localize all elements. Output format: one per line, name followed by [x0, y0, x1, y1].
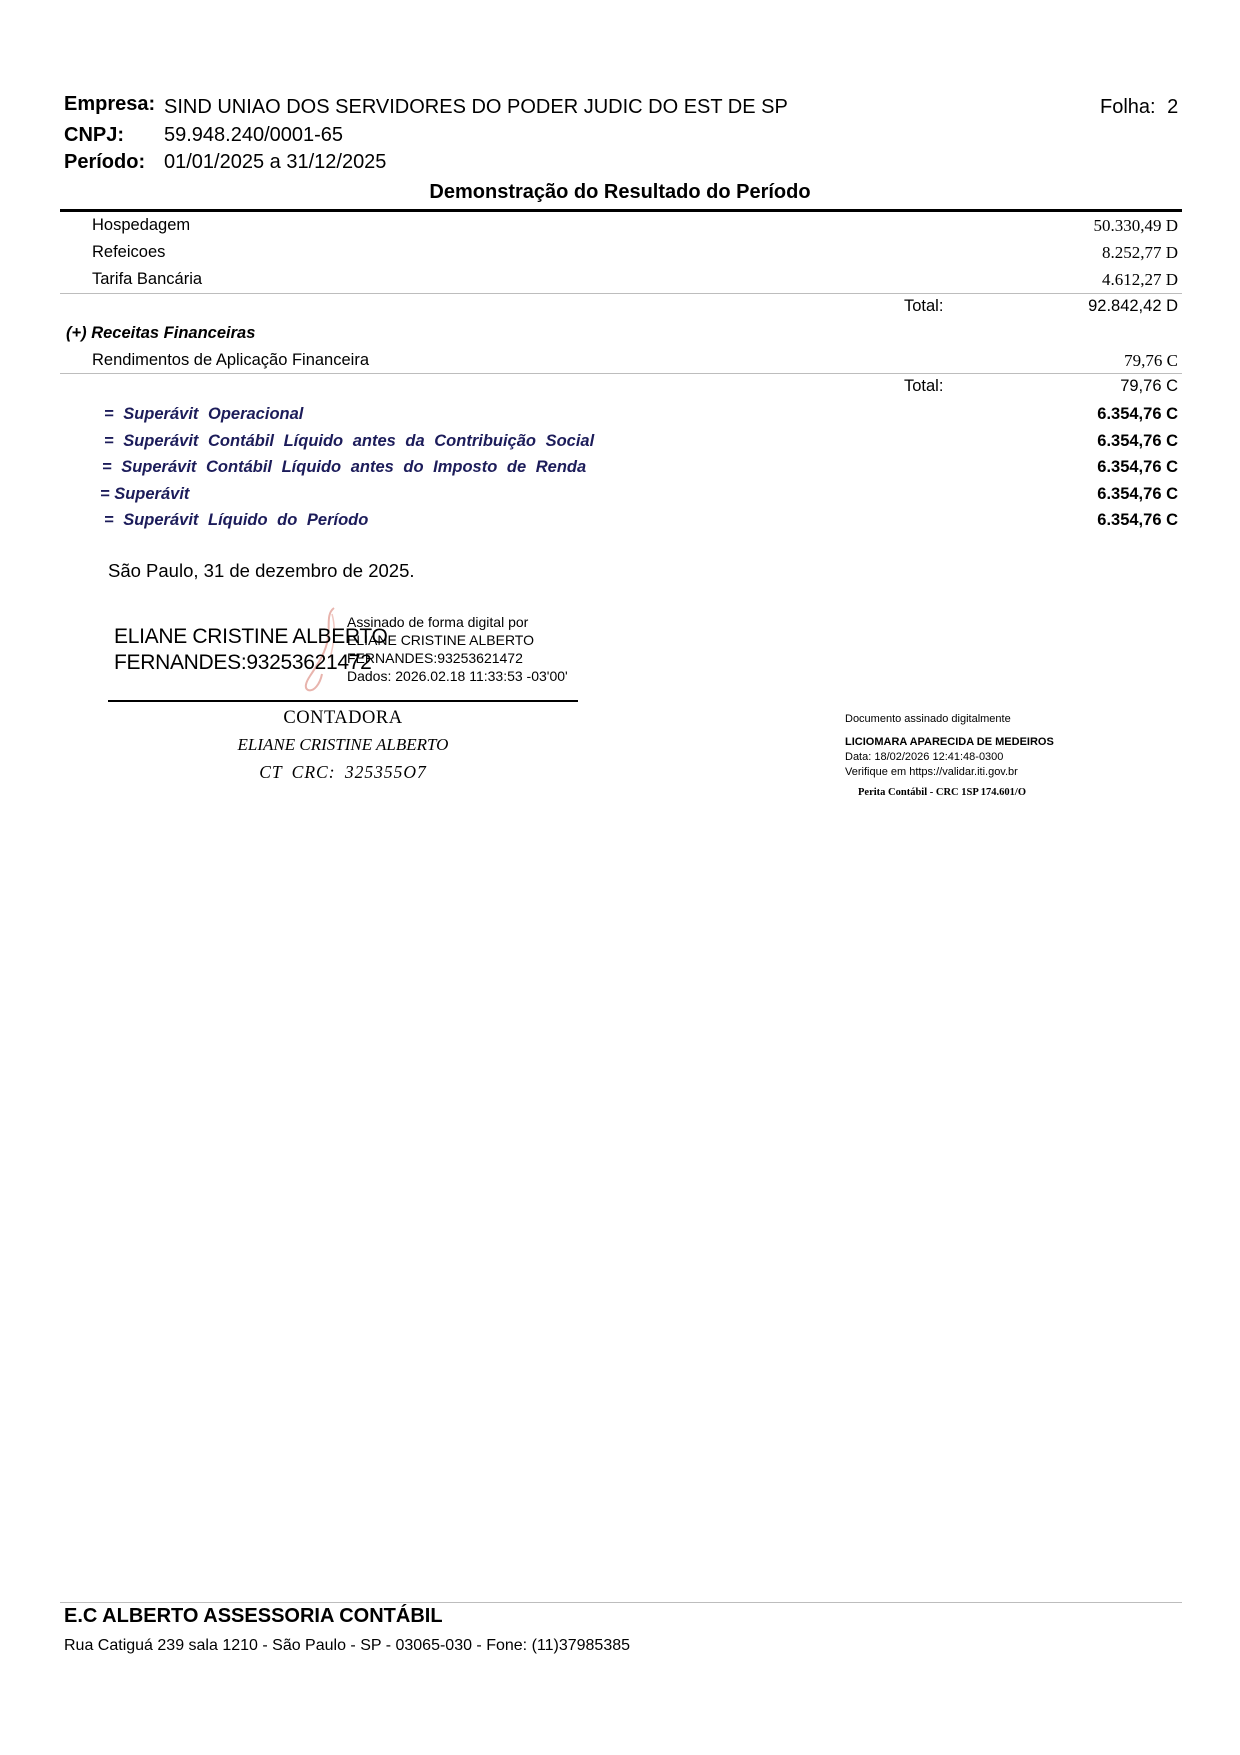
row-label: Hospedagem [92, 216, 191, 234]
result-amount: 6.354,76 C [1097, 511, 1178, 529]
result-label: = Superávit Contábil Líquido antes do Imposto de Renda [102, 458, 587, 476]
title-divider [60, 209, 1182, 212]
total-divider [60, 373, 1182, 374]
row-label: Tarifa Bancária [92, 270, 203, 288]
result-row [60, 511, 1182, 537]
footer-address: Rua Catiguá 239 sala 1210 - São Paulo - SP - 03065-030 - Fone: (11)37985385 [64, 1637, 631, 1654]
empresa-label: Empresa: [64, 93, 156, 115]
result-row [60, 485, 1182, 511]
result-row [60, 458, 1182, 484]
digital-stamp-date: Data: 18/02/2026 12:41:48-0300 [845, 751, 1004, 763]
total-row [60, 297, 1182, 323]
total-label: Total: [904, 377, 944, 395]
signature-meta-line3: FERNANDES:93253621472 [347, 650, 523, 666]
signature-meta-line2: ELIANE CRISTINE ALBERTO [347, 632, 534, 648]
empresa-value: SIND UNIAO DOS SERVIDORES DO PODER JUDIC DO EST DE SP [164, 96, 788, 118]
result-amount: 6.354,76 C [1097, 458, 1178, 476]
result-amount: 6.354,76 C [1097, 485, 1178, 503]
result-label: = Superávit [100, 485, 190, 503]
table-row [60, 216, 1182, 242]
digital-stamp-verify: Verifique em https://validar.iti.gov.br [845, 766, 1018, 778]
total-amount: 92.842,42 D [1088, 297, 1178, 315]
result-row [60, 405, 1182, 431]
row-amount: 79,76 C [1124, 351, 1178, 370]
cnpj-label: CNPJ: [64, 124, 125, 146]
total-row [60, 377, 1182, 403]
footer-company: E.C ALBERTO ASSESSORIA CONTÁBIL [64, 1605, 443, 1627]
cnpj-value: 59.948.240/0001-65 [164, 124, 344, 146]
footer-divider [60, 1602, 1182, 1603]
result-label: = Superávit Contábil Líquido antes da Contribuição Social [104, 432, 595, 450]
page-title: Demonstração do Resultado do Período [429, 181, 811, 203]
section-heading: (+) Receitas Financeiras [66, 324, 256, 342]
result-label: = Superávit Líquido do Período [104, 511, 369, 529]
row-amount: 8.252,77 D [1101, 243, 1178, 262]
digital-stamp-crc: Perita Contábil - CRC 1SP 174.601/O [858, 787, 1026, 798]
row-amount: 50.330,49 D [1093, 216, 1178, 235]
place-date: São Paulo, 31 de dezembro de 2025. [108, 560, 415, 581]
contadora-crc: CT CRC: 325355O7 [259, 762, 427, 782]
signature-line [108, 700, 578, 702]
result-row [60, 432, 1182, 458]
folha [1100, 96, 1178, 119]
row-amount: 4.612,27 D [1101, 270, 1178, 289]
signature-meta [347, 613, 568, 685]
contadora-title: CONTADORA [283, 708, 403, 728]
result-label: = Superávit Operacional [104, 405, 304, 423]
table-row [60, 243, 1182, 269]
periodo-label: Período: [64, 151, 146, 173]
folha-value: 2 [1167, 96, 1179, 118]
signer-name-line2: FERNANDES:93253621472 [114, 651, 372, 674]
signer-name-line1: ELIANE CRISTINE ALBERTO [114, 625, 388, 648]
result-amount: 6.354,76 C [1097, 405, 1178, 423]
row-label: Refeicoes [92, 243, 166, 261]
contadora-name: ELIANE CRISTINE ALBERTO [237, 735, 449, 754]
total-divider [60, 293, 1182, 294]
folha-label: Folha: [1100, 96, 1156, 118]
digital-stamp-signer: LICIOMARA APARECIDA DE MEDEIROS [845, 736, 1054, 748]
result-amount: 6.354,76 C [1097, 432, 1178, 450]
periodo-value: 01/01/2025 a 31/12/2025 [164, 151, 387, 173]
digital-stamp-line1: Documento assinado digitalmente [845, 713, 1011, 725]
row-label: Rendimentos de Aplicação Financeira [92, 351, 369, 369]
total-label: Total: [904, 297, 944, 315]
signature-meta-line1: Assinado de forma digital por [347, 614, 529, 630]
signature-meta-line4: Dados: 2026.02.18 11:33:53 -03'00' [347, 668, 568, 684]
total-amount: 79,76 C [1120, 377, 1178, 395]
